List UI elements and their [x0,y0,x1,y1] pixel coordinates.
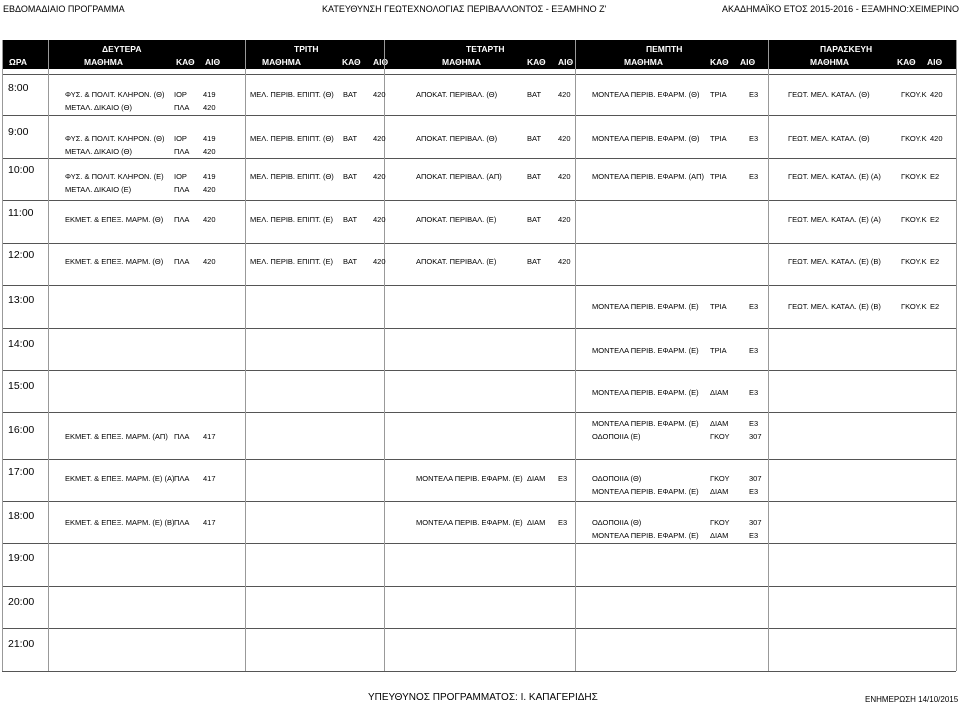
room-number: 420 [558,257,571,266]
row-separator [2,328,956,329]
instructor-code: ΔΙΑΜ [710,419,729,428]
instructor-code: ΓΚΟΥ.Κ [901,134,927,143]
instructor-code: ΒΑΤ [527,172,542,181]
instructor-code: ΠΛΑ [174,432,190,441]
course-name: ΓΕΩΤ. ΜΕΛ. ΚΑΤΑΛ. (Θ) [788,134,870,143]
column-divider [956,40,957,671]
room-number: 420 [558,134,571,143]
day-header-tuesday: ΤΡΙΤΗ [294,44,319,54]
instructor-code: ΤΡΙΑ [710,90,727,99]
room-number: Ε3 [749,346,759,355]
col-room: ΑΙΘ [558,57,574,67]
room-number: 307 [749,474,762,483]
time-label: 21:00 [8,638,35,650]
instructor-code: ΠΛΑ [174,518,190,527]
time-label: 9:00 [8,126,29,138]
instructor-code: ΒΑΤ [343,215,358,224]
room-number: 420 [558,172,571,181]
course-name: ΦΥΣ. & ΠΟΛΙΤ. ΚΛΗΡΟΝ. (Ε) [65,172,164,181]
instructor-code: ΔΙΑΜ [710,487,729,496]
instructor-code: ΓΚΟΥ [710,432,730,441]
column-divider [2,40,3,671]
time-label: 20:00 [8,596,35,608]
course-name: ΕΚΜΕΤ. & ΕΠΕΞ. ΜΑΡΜ. (Θ) [65,215,164,224]
row-separator [2,115,956,116]
instructor-code: ΠΛΑ [174,103,190,112]
course-name: ΜΕΤΑΛ. ΔΙΚΑΙΟ (Θ) [65,147,132,156]
row-separator [2,543,956,544]
course-name: ΕΚΜΕΤ. & ΕΠΕΞ. ΜΑΡΜ. (ΑΠ) [65,432,168,441]
day-header-thursday: ΠΕΜΠΤΗ [646,44,683,54]
room-number: 420 [203,185,216,194]
day-header-friday: ΠΑΡΑΣΚΕΥΗ [820,44,873,54]
course-name: ΓΕΩΤ. ΜΕΛ. ΚΑΤΑΛ. (Ε) (Β) [788,257,881,266]
instructor-code: ΒΑΤ [343,90,358,99]
course-name: ΜΟΝΤΕΛΑ ΠΕΡΙΒ. ΕΦΑΡΜ. (Ε) [592,388,699,397]
time-label: 14:00 [8,338,35,350]
instructor-code: ΓΚΟΥ.Κ [901,90,927,99]
course-name: ΜΕΛ. ΠΕΡΙΒ. ΕΠΙΠΤ. (Θ) [250,134,334,143]
instructor-code: ΒΑΤ [343,257,358,266]
instructor-code: ΠΛΑ [174,257,190,266]
room-number: Ε2 [930,302,940,311]
time-label: 10:00 [8,164,35,176]
time-label: 8:00 [8,82,29,94]
room-number: 417 [203,518,216,527]
col-course: ΜΑΘΗΜΑ [442,57,481,67]
room-number: 307 [749,518,762,527]
col-course: ΜΑΘΗΜΑ [810,57,849,67]
course-name: ΑΠΟΚΑΤ. ΠΕΡΙΒΑΛ. (Θ) [416,90,498,99]
col-room: ΑΙΘ [740,57,756,67]
instructor-code: ΙΟΡ [174,90,187,99]
col-course: ΜΑΘΗΜΑ [262,57,301,67]
course-name: ΜΕΛ. ΠΕΡΙΒ. ΕΠΙΠΤ. (Θ) [250,172,334,181]
time-label: 11:00 [8,207,34,219]
course-name: ΜΕΛ. ΠΕΡΙΒ. ΕΠΙΠΤ. (Θ) [250,90,334,99]
course-name: ΜΕΛ. ΠΕΡΙΒ. ΕΠΙΠΤ. (Ε) [250,215,333,224]
course-name: ΜΟΝΤΕΛΑ ΠΕΡΙΒ. ΕΦΑΡΜ. (ΑΠ) [592,172,705,181]
col-instructor: ΚΑΘ [897,57,916,67]
course-name: ΜΟΝΤΕΛΑ ΠΕΡΙΒ. ΕΦΑΡΜ. (Ε) [416,518,523,527]
room-number: Ε2 [930,172,940,181]
col-time: ΩΡΑ [9,57,27,67]
room-number: Ε3 [749,419,759,428]
time-label: 19:00 [8,552,35,564]
instructor-code: ΔΙΑΜ [710,388,729,397]
course-name: ΦΥΣ. & ΠΟΛΙΤ. ΚΛΗΡΟΝ. (Θ) [65,134,165,143]
room-number: Ε3 [749,302,759,311]
instructor-code: ΒΑΤ [343,134,358,143]
program-title: ΕΒΔΟΜΑΔΙΑΙΟ ΠΡΟΓΡΑΜΜΑ [3,4,125,14]
row-separator [2,459,956,460]
course-name: ΦΥΣ. & ΠΟΛΙΤ. ΚΛΗΡΟΝ. (Θ) [65,90,165,99]
instructor-code: ΙΟΡ [174,172,187,181]
row-separator [2,671,956,672]
course-name: ΑΠΟΚΑΤ. ΠΕΡΙΒΑΛ. (Θ) [416,134,498,143]
instructor-code: ΓΚΟΥ.Κ [901,257,927,266]
course-name: ΟΔΟΠΟΙΙΑ (Ε) [592,432,641,441]
course-name: ΓΕΩΤ. ΜΕΛ. ΚΑΤΑΛ. (Ε) (Β) [788,302,881,311]
room-number: Ε2 [930,257,940,266]
column-divider [48,40,49,671]
course-name: ΑΠΟΚΑΤ. ΠΕΡΙΒΑΛ. (ΑΠ) [416,172,502,181]
instructor-code: ΓΚΟΥ.Κ [901,215,927,224]
room-number: Ε3 [749,134,759,143]
room-number: 420 [558,215,571,224]
room-number: 419 [203,90,216,99]
time-label: 15:00 [8,380,35,392]
room-number: Ε3 [749,388,759,397]
room-number: 420 [930,90,943,99]
time-label: 17:00 [8,466,35,478]
room-number: 420 [930,134,943,143]
course-name: ΟΔΟΠΟΙΙΑ (Θ) [592,474,642,483]
time-label: 12:00 [8,249,35,261]
col-instructor: ΚΑΘ [342,57,361,67]
instructor-code: ΓΚΟΥ [710,474,730,483]
room-number: 420 [373,90,386,99]
room-number: Ε2 [930,215,940,224]
instructor-code: ΤΡΙΑ [710,346,727,355]
course-name: ΜΟΝΤΕΛΑ ΠΕΡΙΒ. ΕΦΑΡΜ. (Ε) [592,419,699,428]
course-name: ΜΟΝΤΕΛΑ ΠΕΡΙΒ. ΕΦΑΡΜ. (Θ) [592,134,700,143]
course-name: ΜΟΝΤΕΛΑ ΠΕΡΙΒ. ΕΦΑΡΜ. (Ε) [592,531,699,540]
row-separator [2,370,956,371]
day-header-wednesday: ΤΕΤΑΡΤΗ [466,44,505,54]
day-header-monday: ΔΕΥΤΕΡΑ [102,44,142,54]
last-updated: ΕΝΗΜΕΡΩΣΗ 14/10/2015 [865,695,959,704]
col-course: ΜΑΘΗΜΑ [624,57,663,67]
room-number: 417 [203,474,216,483]
schedule-column-header [2,40,956,69]
instructor-code: ΔΙΑΜ [710,531,729,540]
column-divider [575,40,576,671]
instructor-code: ΓΚΟΥ.Κ [901,172,927,181]
course-name: ΜΟΝΤΕΛΑ ΠΕΡΙΒ. ΕΦΑΡΜ. (Ε) [592,487,699,496]
col-room: ΑΙΘ [205,57,221,67]
course-name: ΜΟΝΤΕΛΑ ΠΕΡΙΒ. ΕΦΑΡΜ. (Ε) [416,474,523,483]
course-name: ΑΠΟΚΑΤ. ΠΕΡΙΒΑΛ. (Ε) [416,215,497,224]
room-number: 420 [373,172,386,181]
instructor-code: ΠΛΑ [174,147,190,156]
row-separator [2,501,956,502]
room-number: Ε3 [749,531,759,540]
instructor-code: ΒΑΤ [527,215,542,224]
room-number: 420 [558,90,571,99]
instructor-code: ΠΛΑ [174,185,190,194]
course-name: ΓΕΩΤ. ΜΕΛ. ΚΑΤΑΛ. (Ε) (Α) [788,215,881,224]
course-name: ΜΕΤΑΛ. ΔΙΚΑΙΟ (Ε) [65,185,132,194]
course-name: ΜΟΝΤΕΛΑ ΠΕΡΙΒ. ΕΦΑΡΜ. (Ε) [592,302,699,311]
row-separator [2,158,956,159]
instructor-code: ΓΚΟΥ [710,518,730,527]
column-divider [245,40,246,671]
course-name: ΓΕΩΤ. ΜΕΛ. ΚΑΤΑΛ. (Ε) (Α) [788,172,881,181]
instructor-code: ΒΑΤ [527,134,542,143]
row-separator [2,243,956,244]
responsible-person: ΥΠΕΥΘΥΝΟΣ ΠΡΟΓΡΑΜΜΑΤΟΣ: Ι. ΚΑΠΑΓΕΡΙΔΗΣ [368,692,598,703]
row-separator [2,200,956,201]
instructor-code: ΔΙΑΜ [527,474,546,483]
instructor-code: ΓΚΟΥ.Κ [901,302,927,311]
course-name: ΓΕΩΤ. ΜΕΛ. ΚΑΤΑΛ. (Θ) [788,90,870,99]
row-separator [2,74,956,75]
course-name: ΑΠΟΚΑΤ. ΠΕΡΙΒΑΛ. (Ε) [416,257,497,266]
column-divider [768,40,769,671]
col-instructor: ΚΑΘ [176,57,195,67]
course-name: ΟΔΟΠΟΙΙΑ (Θ) [592,518,642,527]
col-instructor: ΚΑΘ [710,57,729,67]
room-number: Ε3 [558,474,568,483]
col-course: ΜΑΘΗΜΑ [84,57,123,67]
time-label: 18:00 [8,510,35,522]
room-number: 420 [373,134,386,143]
page-header [0,0,960,20]
row-separator [2,586,956,587]
direction-title: ΚΑΤΕΥΘΥΝΣΗ ΓΕΩΤΕΧΝΟΛΟΓΙΑΣ ΠΕΡΙΒΑΛΛΟΝΤΟΣ - ΕΞΑΜΗΝΟ Ζ' [322,4,607,14]
room-number: 417 [203,432,216,441]
course-name: ΜΟΝΤΕΛΑ ΠΕΡΙΒ. ΕΦΑΡΜ. (Ε) [592,346,699,355]
instructor-code: ΒΑΤ [527,257,542,266]
instructor-code: ΔΙΑΜ [527,518,546,527]
course-name: ΜΕΛ. ΠΕΡΙΒ. ΕΠΙΠΤ. (Ε) [250,257,333,266]
academic-year: ΑΚΑΔΗΜΑΪΚΟ ΕΤΟΣ 2015-2016 - ΕΞΑΜΗΝΟ:ΧΕΙΜΕΡΙΝΟ [722,4,960,14]
instructor-code: ΤΡΙΑ [710,302,727,311]
time-label: 13:00 [8,294,35,306]
room-number: 420 [203,215,216,224]
row-separator [2,412,956,413]
instructor-code: ΒΑΤ [527,90,542,99]
room-number: 420 [203,103,216,112]
course-name: ΕΚΜΕΤ. & ΕΠΕΞ. ΜΑΡΜ. (Ε) (Β) [65,518,175,527]
row-separator [2,285,956,286]
instructor-code: ΤΡΙΑ [710,172,727,181]
course-name: ΕΚΜΕΤ. & ΕΠΕΞ. ΜΑΡΜ. (Θ) [65,257,164,266]
course-name: ΜΟΝΤΕΛΑ ΠΕΡΙΒ. ΕΦΑΡΜ. (Θ) [592,90,700,99]
course-name: ΜΕΤΑΛ. ΔΙΚΑΙΟ (Θ) [65,103,132,112]
room-number: Ε3 [749,487,759,496]
room-number: 420 [373,257,386,266]
instructor-code: ΙΟΡ [174,134,187,143]
col-instructor: ΚΑΘ [527,57,546,67]
room-number: 419 [203,134,216,143]
room-number: 420 [373,215,386,224]
room-number: 307 [749,432,762,441]
room-number: 420 [203,147,216,156]
col-room: ΑΙΘ [927,57,943,67]
instructor-code: ΠΛΑ [174,474,190,483]
col-room: ΑΙΘ [373,57,389,67]
instructor-code: ΤΡΙΑ [710,134,727,143]
row-separator [2,628,956,629]
room-number: Ε3 [558,518,568,527]
course-name: ΕΚΜΕΤ. & ΕΠΕΞ. ΜΑΡΜ. (Ε) (Α) [65,474,175,483]
room-number: Ε3 [749,90,759,99]
room-number: 420 [203,257,216,266]
time-label: 16:00 [8,424,35,436]
instructor-code: ΒΑΤ [343,172,358,181]
room-number: 419 [203,172,216,181]
instructor-code: ΠΛΑ [174,215,190,224]
room-number: Ε3 [749,172,759,181]
